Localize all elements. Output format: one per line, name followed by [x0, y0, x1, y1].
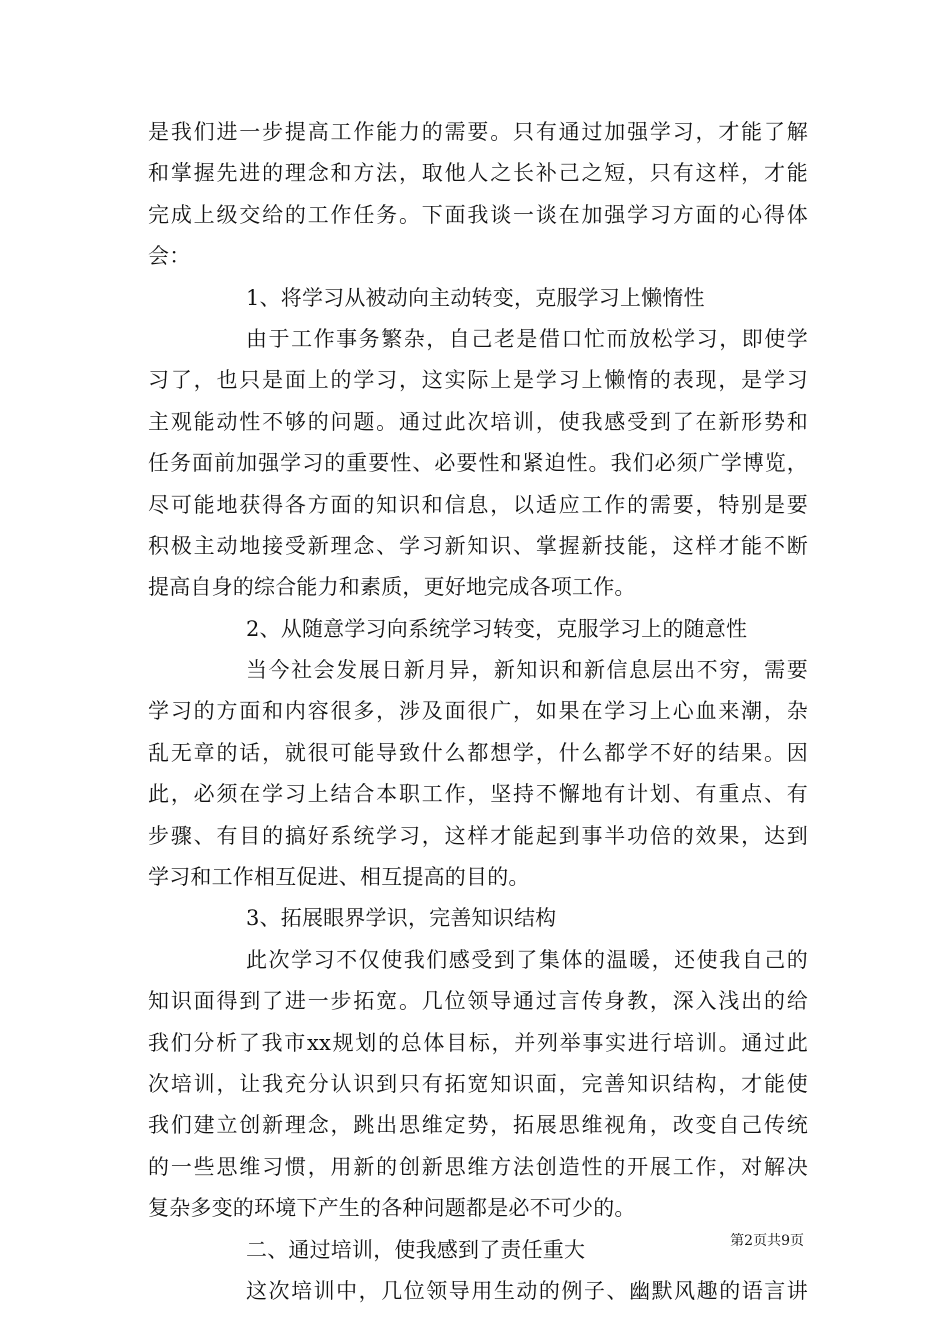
section-heading: 3、拓展眼界学识，完善知识结构 — [246, 906, 557, 931]
text-line: 次培训，让我充分认识到只有拓宽知识面，完善知识结构，才能使 — [148, 1071, 808, 1096]
text-line: 主观能动性不够的问题。通过此次培训，使我感受到了在新形势和 — [148, 409, 808, 434]
text-line: 步骤、有目的搞好系统学习，这样才能起到事半功倍的效果，达到 — [148, 823, 808, 848]
text-line: 这次培训中，几位领导用生动的例子、幽默风趣的语言讲 — [246, 1278, 808, 1303]
text-line: 和掌握先进的理念和方法，取他人之长补己之短，只有这样，才能 — [148, 161, 808, 186]
text-line: 我们建立创新理念，跳出思维定势，拓展思维视角，改变自己传统 — [148, 1113, 808, 1138]
page-number-footer: 第2页共9页 — [730, 1233, 804, 1249]
section-heading: 2、从随意学习向系统学习转变，克服学习上的随意性 — [246, 616, 748, 641]
text-line: 积极主动地接受新理念、学习新知识、掌握新技能，这样才能不断 — [148, 533, 808, 558]
text-line: 复杂多变的环境下产生的各种问题都是必不可少的。 — [148, 1196, 636, 1221]
section-heading: 1、将学习从被动向主动转变，克服学习上懒惰性 — [246, 285, 705, 310]
text-line: 学习和工作相互促进、相互提高的目的。 — [148, 865, 530, 890]
text-line: 提高自身的综合能力和素质，更好地完成各项工作。 — [148, 575, 636, 600]
text-line: 我们分析了我市xx规划的总体目标，并列举事实进行培训。通过此 — [148, 1030, 808, 1055]
text-line: 此次学习不仅使我们感受到了集体的温暖，还使我自己的 — [246, 947, 808, 972]
text-line: 乱无章的话，就很可能导致什么都想学，什么都学不好的结果。因 — [148, 740, 808, 765]
text-line: 学习的方面和内容很多，涉及面很广，如果在学习上心血来潮，杂 — [148, 699, 808, 724]
section-heading: 二、通过培训，使我感到了责任重大 — [246, 1237, 586, 1262]
text-line: 尽可能地获得各方面的知识和信息，以适应工作的需要，特别是要 — [148, 492, 808, 517]
document-body — [148, 112, 808, 1312]
text-line: 习了，也只是面上的学习，这实际上是学习上懒惰的表现，是学习 — [148, 368, 808, 393]
text-line: 此，必须在学习上结合本职工作，坚持不懈地有计划、有重点、有 — [148, 782, 808, 807]
text-line: 知识面得到了进一步拓宽。几位领导通过言传身教，深入浅出的给 — [148, 989, 808, 1014]
text-line: 当今社会发展日新月异，新知识和新信息层出不穷，需要 — [246, 658, 808, 683]
text-line: 的一些思维习惯，用新的创新思维方法创造性的开展工作，对解决 — [148, 1154, 808, 1179]
text-line: 由于工作事务繁杂，自己老是借口忙而放松学习，即使学 — [246, 326, 808, 351]
text-line: 任务面前加强学习的重要性、必要性和紧迫性。我们必须广学博览， — [148, 451, 808, 476]
text-line: 完成上级交给的工作任务。下面我谈一谈在加强学习方面的心得体 — [148, 202, 808, 227]
text-line: 是我们进一步提高工作能力的需要。只有通过加强学习，才能了解 — [148, 120, 808, 144]
text-line: 会： — [148, 244, 191, 269]
